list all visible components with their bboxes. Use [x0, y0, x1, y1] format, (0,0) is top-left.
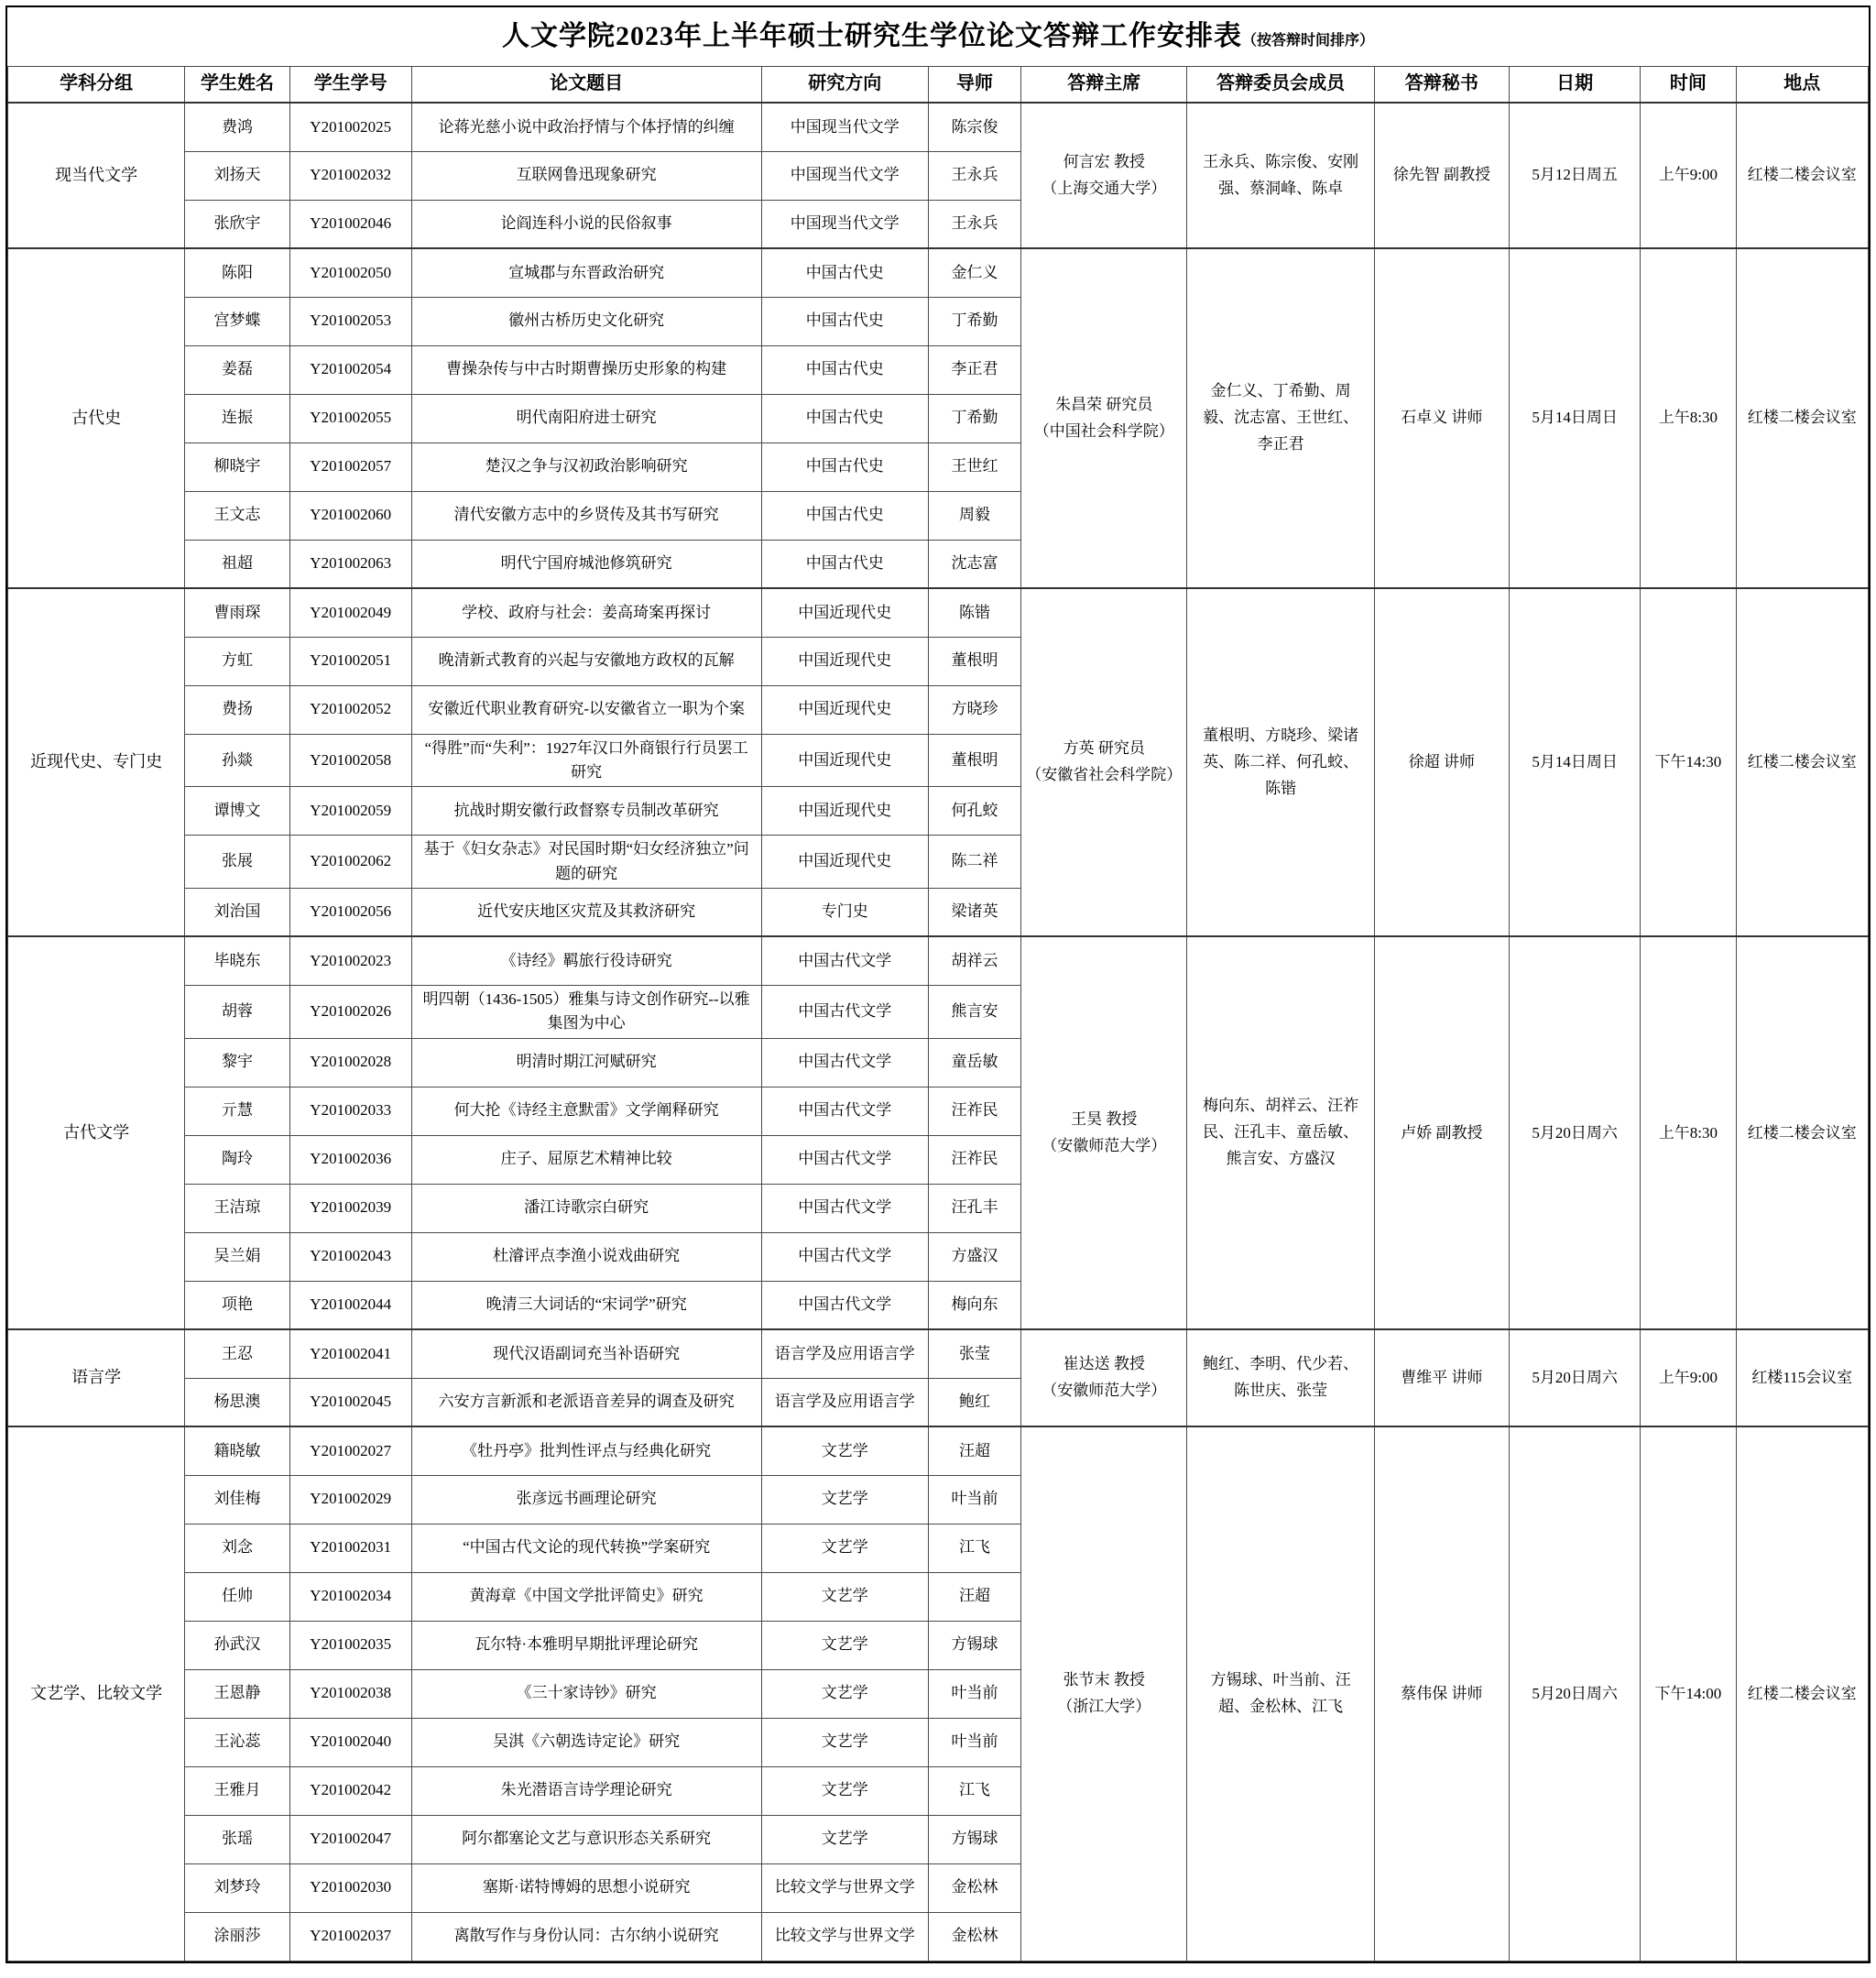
direction-cell: 中国古代文学 [761, 1281, 928, 1329]
student-id-cell: Y201002028 [289, 1038, 411, 1087]
thesis-title-cell: 明四朝（1436-1505）雅集与诗文创作研究--以雅集图为中心 [411, 985, 761, 1038]
thesis-title-cell: 潘江诗歌宗白研究 [411, 1184, 761, 1232]
student-name-cell: 亓慧 [185, 1087, 289, 1135]
student-id-cell: Y201002059 [289, 787, 411, 836]
student-id-cell: Y201002054 [289, 345, 411, 394]
thesis-title-cell: 学校、政府与社会：姜高琦案再探讨 [411, 588, 761, 637]
thesis-title-cell: 明代南阳府进士研究 [411, 394, 761, 443]
student-id-cell: Y201002049 [289, 588, 411, 637]
student-id-cell: Y201002060 [289, 491, 411, 540]
time-cell: 下午14:30 [1641, 588, 1736, 936]
thesis-title-cell: 《诗经》羁旅行役诗研究 [411, 936, 761, 985]
chair-affiliation: （安徽师范大学） [1042, 1382, 1167, 1400]
student-name-cell: 方虹 [185, 637, 289, 685]
student-name-cell: 王雅月 [185, 1766, 289, 1815]
student-name-cell: 柳晓宇 [185, 443, 289, 491]
direction-cell: 中国古代史 [761, 540, 928, 588]
chair-cell [1021, 103, 1187, 248]
direction-cell: 中国古代文学 [761, 985, 928, 1038]
advisor-cell: 王世红 [928, 443, 1020, 491]
time-cell: 上午9:00 [1641, 1329, 1736, 1426]
direction-cell: 文艺学 [761, 1621, 928, 1669]
advisor-cell: 汪祚民 [928, 1087, 1020, 1135]
thesis-title-cell: 塞斯·诺特博姆的思想小说研究 [411, 1863, 761, 1912]
student-id-cell: Y201002035 [289, 1621, 411, 1669]
chair-cell [1021, 248, 1187, 588]
student-id-cell: Y201002037 [289, 1912, 411, 1961]
thesis-title-cell: 离散写作与身份认同：古尔纳小说研究 [411, 1912, 761, 1961]
advisor-cell: 方晓珍 [928, 685, 1020, 734]
direction-cell: 文艺学 [761, 1766, 928, 1815]
col-header-time: 时间 [1641, 66, 1736, 103]
thesis-title-cell: 楚汉之争与汉初政治影响研究 [411, 443, 761, 491]
date-cell: 5月20日周六 [1510, 1329, 1641, 1426]
advisor-cell: 金松林 [928, 1912, 1020, 1961]
advisor-cell: 沈志富 [928, 540, 1020, 588]
direction-cell: 中国近现代史 [761, 836, 928, 889]
direction-cell: 中国古代史 [761, 394, 928, 443]
secretary-cell: 曹维平 讲师 [1374, 1329, 1509, 1426]
thesis-title-cell: “得胜”而“失利”：1927年汉口外商银行行员罢工研究 [411, 734, 761, 787]
direction-cell: 语言学及应用语言学 [761, 1329, 928, 1378]
thesis-title-cell: 黄海章《中国文学批评简史》研究 [411, 1572, 761, 1621]
thesis-title-cell: 张彦远书画理论研究 [411, 1475, 761, 1524]
direction-cell: 文艺学 [761, 1669, 928, 1718]
thesis-title-cell: 清代安徽方志中的乡贤传及其书写研究 [411, 491, 761, 540]
thesis-title-cell: 基于《妇女杂志》对民国时期“妇女经济独立”问题的研究 [411, 836, 761, 889]
advisor-cell: 陈锴 [928, 588, 1020, 637]
student-name-cell: 刘梦玲 [185, 1863, 289, 1912]
advisor-cell: 汪孔丰 [928, 1184, 1020, 1232]
group-cell: 古代史 [8, 248, 185, 588]
student-id-cell: Y201002033 [289, 1087, 411, 1135]
thesis-title-cell: 抗战时期安徽行政督察专员制改革研究 [411, 787, 761, 836]
student-name-cell: 杨思澳 [185, 1378, 289, 1426]
page-title: 人文学院2023年上半年硕士研究生学位论文答辩工作安排表 [501, 20, 1242, 51]
advisor-cell: 汪祚民 [928, 1135, 1020, 1184]
student-name-cell: 王洁琼 [185, 1184, 289, 1232]
thesis-title-cell: 瓦尔特·本雅明早期批评理论研究 [411, 1621, 761, 1669]
student-name-cell: 孙武汉 [185, 1621, 289, 1669]
direction-cell: 中国近现代史 [761, 637, 928, 685]
student-name-cell: 费扬 [185, 685, 289, 734]
advisor-cell: 何孔蛟 [928, 787, 1020, 836]
student-name-cell: 谭博文 [185, 787, 289, 836]
chair-cell [1021, 936, 1187, 1329]
date-cell: 5月14日周日 [1510, 588, 1641, 936]
advisor-cell: 王永兵 [928, 151, 1020, 200]
thesis-title-cell: 明清时期江河赋研究 [411, 1038, 761, 1087]
thesis-title-cell: 明代宁国府城池修筑研究 [411, 540, 761, 588]
thesis-title-cell: 何大抡《诗经主意默雷》文学阐释研究 [411, 1087, 761, 1135]
student-name-cell: 刘扬天 [185, 151, 289, 200]
direction-cell: 文艺学 [761, 1572, 928, 1621]
advisor-cell: 周毅 [928, 491, 1020, 540]
advisor-cell: 张莹 [928, 1329, 1020, 1378]
table-row [8, 1329, 1869, 1378]
advisor-cell: 方锡球 [928, 1815, 1020, 1863]
student-id-cell: Y201002047 [289, 1815, 411, 1863]
advisor-cell: 王永兵 [928, 200, 1020, 248]
col-header-chair: 答辩主席 [1021, 66, 1187, 103]
direction-cell: 文艺学 [761, 1718, 928, 1766]
title-note: （按答辩时间排序） [1241, 32, 1374, 49]
advisor-cell: 方锡球 [928, 1621, 1020, 1669]
table-row [8, 588, 1869, 637]
advisor-cell: 陈二祥 [928, 836, 1020, 889]
direction-cell: 中国现当代文学 [761, 103, 928, 151]
location-cell: 红楼二楼会议室 [1736, 588, 1869, 936]
direction-cell: 中国古代文学 [761, 1087, 928, 1135]
direction-cell: 文艺学 [761, 1475, 928, 1524]
committee-cell: 王永兵、陈宗俊、安刚强、蔡洞峰、陈卓 [1187, 103, 1374, 248]
student-id-cell: Y201002038 [289, 1669, 411, 1718]
student-id-cell: Y201002055 [289, 394, 411, 443]
committee-cell: 金仁义、丁希勤、周毅、沈志富、王世红、李正君 [1187, 248, 1374, 588]
advisor-cell: 叶当前 [928, 1669, 1020, 1718]
direction-cell: 中国近现代史 [761, 588, 928, 637]
date-cell: 5月12日周五 [1510, 103, 1641, 248]
student-id-cell: Y201002041 [289, 1329, 411, 1378]
student-id-cell: Y201002030 [289, 1863, 411, 1912]
student-name-cell: 姜磊 [185, 345, 289, 394]
group-cell: 语言学 [8, 1329, 185, 1426]
direction-cell: 中国古代史 [761, 443, 928, 491]
student-id-cell: Y201002053 [289, 297, 411, 345]
committee-cell: 董根明、方晓珍、梁诸英、陈二祥、何孔蛟、陈锴 [1187, 588, 1374, 936]
defense-schedule-table [7, 7, 1869, 1962]
student-id-cell: Y201002040 [289, 1718, 411, 1766]
direction-cell: 中国古代史 [761, 491, 928, 540]
col-header-group: 学科分组 [8, 66, 185, 103]
thesis-title-cell: 阿尔都塞论文艺与意识形态关系研究 [411, 1815, 761, 1863]
direction-cell: 中国古代史 [761, 345, 928, 394]
direction-cell: 语言学及应用语言学 [761, 1378, 928, 1426]
col-header-secretary: 答辩秘书 [1374, 66, 1509, 103]
time-cell: 下午14:00 [1641, 1426, 1736, 1961]
chair-affiliation: （浙江大学） [1057, 1697, 1151, 1715]
student-id-cell: Y201002039 [289, 1184, 411, 1232]
advisor-cell: 熊言安 [928, 985, 1020, 1038]
student-name-cell: 张展 [185, 836, 289, 889]
student-id-cell: Y201002044 [289, 1281, 411, 1329]
group-cell: 现当代文学 [8, 103, 185, 248]
chair-affiliation: （安徽省社会科学院） [1026, 766, 1183, 784]
direction-cell: 中国古代文学 [761, 1232, 928, 1281]
col-header-student-name: 学生姓名 [185, 66, 289, 103]
secretary-cell: 石卓义 讲师 [1374, 248, 1509, 588]
chair-name: 朱昌荣 研究员 [1055, 395, 1153, 413]
group-cell: 古代文学 [8, 936, 185, 1329]
advisor-cell: 陈宗俊 [928, 103, 1020, 151]
student-id-cell: Y201002043 [289, 1232, 411, 1281]
student-name-cell: 张瑶 [185, 1815, 289, 1863]
student-name-cell: 曹雨琛 [185, 588, 289, 637]
date-cell: 5月20日周六 [1510, 1426, 1641, 1961]
location-cell: 红楼二楼会议室 [1736, 936, 1869, 1329]
advisor-cell: 金仁义 [928, 248, 1020, 297]
student-name-cell: 连振 [185, 394, 289, 443]
committee-cell: 鲍红、李明、代少若、陈世庆、张莹 [1187, 1329, 1374, 1426]
student-name-cell: 王沁蕊 [185, 1718, 289, 1766]
student-name-cell: 吴兰娟 [185, 1232, 289, 1281]
thesis-title-cell: 朱光潜语言诗学理论研究 [411, 1766, 761, 1815]
time-cell: 上午9:00 [1641, 103, 1736, 248]
student-id-cell: Y201002056 [289, 888, 411, 936]
direction-cell: 中国古代史 [761, 248, 928, 297]
student-id-cell: Y201002063 [289, 540, 411, 588]
col-header-location: 地点 [1736, 66, 1869, 103]
student-id-cell: Y201002023 [289, 936, 411, 985]
advisor-cell: 叶当前 [928, 1475, 1020, 1524]
student-id-cell: Y201002045 [289, 1378, 411, 1426]
thesis-title-cell: “中国古代文论的现代转换”学案研究 [411, 1524, 761, 1572]
student-id-cell: Y201002027 [289, 1426, 411, 1475]
chair-cell [1021, 1329, 1187, 1426]
chair-name: 方英 研究员 [1063, 739, 1145, 758]
secretary-cell: 徐超 讲师 [1374, 588, 1509, 936]
student-id-cell: Y201002034 [289, 1572, 411, 1621]
student-name-cell: 陶玲 [185, 1135, 289, 1184]
student-id-cell: Y201002031 [289, 1524, 411, 1572]
advisor-cell: 童岳敏 [928, 1038, 1020, 1087]
group-cell: 文艺学、比较文学 [8, 1426, 185, 1961]
student-name-cell: 王文志 [185, 491, 289, 540]
student-name-cell: 王恩静 [185, 1669, 289, 1718]
title-cell [8, 7, 1869, 66]
table-row [8, 103, 1869, 151]
thesis-title-cell: 论阎连科小说的民俗叙事 [411, 200, 761, 248]
time-cell: 上午8:30 [1641, 248, 1736, 588]
thesis-title-cell: 近代安庆地区灾荒及其救济研究 [411, 888, 761, 936]
student-name-cell: 涂丽莎 [185, 1912, 289, 1961]
student-id-cell: Y201002052 [289, 685, 411, 734]
student-name-cell: 黎宇 [185, 1038, 289, 1087]
date-cell: 5月20日周六 [1510, 936, 1641, 1329]
location-cell: 红楼二楼会议室 [1736, 103, 1869, 248]
thesis-title-cell: 杜濬评点李渔小说戏曲研究 [411, 1232, 761, 1281]
direction-cell: 中国古代文学 [761, 1038, 928, 1087]
chair-name: 何言宏 教授 [1063, 152, 1145, 170]
secretary-cell: 蔡伟保 讲师 [1374, 1426, 1509, 1961]
advisor-cell: 梁诸英 [928, 888, 1020, 936]
thesis-title-cell: 论蒋光慈小说中政治抒情与个体抒情的纠缠 [411, 103, 761, 151]
col-header-committee: 答辩委员会成员 [1187, 66, 1374, 103]
chair-affiliation: （中国社会科学院） [1033, 421, 1174, 440]
advisor-cell: 叶当前 [928, 1718, 1020, 1766]
direction-cell: 文艺学 [761, 1524, 928, 1572]
student-name-cell: 任帅 [185, 1572, 289, 1621]
direction-cell: 中国古代文学 [761, 1135, 928, 1184]
student-id-cell: Y201002026 [289, 985, 411, 1038]
group-cell: 近现代史、专门史 [8, 588, 185, 936]
student-id-cell: Y201002032 [289, 151, 411, 200]
direction-cell: 中国近现代史 [761, 734, 928, 787]
direction-cell: 中国现当代文学 [761, 200, 928, 248]
student-id-cell: Y201002050 [289, 248, 411, 297]
student-name-cell: 王忍 [185, 1329, 289, 1378]
student-id-cell: Y201002058 [289, 734, 411, 787]
thesis-title-cell: 庄子、屈原艺术精神比较 [411, 1135, 761, 1184]
student-name-cell: 胡蓉 [185, 985, 289, 1038]
chair-cell [1021, 588, 1187, 936]
thesis-title-cell: 现代汉语副词充当补语研究 [411, 1329, 761, 1378]
location-cell: 红楼115会议室 [1736, 1329, 1869, 1426]
direction-cell: 文艺学 [761, 1426, 928, 1475]
student-name-cell: 刘治国 [185, 888, 289, 936]
advisor-cell: 李正君 [928, 345, 1020, 394]
chair-affiliation: （安徽师范大学） [1042, 1136, 1167, 1154]
date-cell: 5月14日周日 [1510, 248, 1641, 588]
direction-cell: 比较文学与世界文学 [761, 1863, 928, 1912]
chair-name: 王昊 教授 [1071, 1109, 1138, 1128]
student-id-cell: Y201002057 [289, 443, 411, 491]
advisor-cell: 金松林 [928, 1863, 1020, 1912]
advisor-cell: 方盛汉 [928, 1232, 1020, 1281]
thesis-title-cell: 晚清新式教育的兴起与安徽地方政权的瓦解 [411, 637, 761, 685]
direction-cell: 中国古代史 [761, 297, 928, 345]
advisor-cell: 胡祥云 [928, 936, 1020, 985]
thesis-title-cell: 晚清三大词话的“宋词学”研究 [411, 1281, 761, 1329]
secretary-cell: 卢娇 副教授 [1374, 936, 1509, 1329]
location-cell: 红楼二楼会议室 [1736, 1426, 1869, 1961]
chair-name: 张节末 教授 [1063, 1670, 1145, 1688]
secretary-cell: 徐先智 副教授 [1374, 103, 1509, 248]
student-id-cell: Y201002036 [289, 1135, 411, 1184]
table-row [8, 248, 1869, 297]
direction-cell: 中国古代文学 [761, 1184, 928, 1232]
thesis-title-cell: 六安方言新派和老派语音差异的调查及研究 [411, 1378, 761, 1426]
col-header-advisor: 导师 [928, 66, 1020, 103]
advisor-cell: 汪超 [928, 1426, 1020, 1475]
col-header-student-id: 学生学号 [289, 66, 411, 103]
direction-cell: 中国现当代文学 [761, 151, 928, 200]
committee-cell: 方锡球、叶当前、汪超、金松林、江飞 [1187, 1426, 1374, 1961]
student-id-cell: Y201002062 [289, 836, 411, 889]
direction-cell: 文艺学 [761, 1815, 928, 1863]
table-row [8, 936, 1869, 985]
advisor-cell: 丁希勤 [928, 297, 1020, 345]
title-row [8, 7, 1869, 66]
location-cell: 红楼二楼会议室 [1736, 248, 1869, 588]
student-name-cell: 项艳 [185, 1281, 289, 1329]
student-id-cell: Y201002025 [289, 103, 411, 151]
advisor-cell: 江飞 [928, 1766, 1020, 1815]
student-id-cell: Y201002042 [289, 1766, 411, 1815]
student-name-cell: 祖超 [185, 540, 289, 588]
col-header-date: 日期 [1510, 66, 1641, 103]
student-id-cell: Y201002029 [289, 1475, 411, 1524]
header-row [8, 66, 1869, 103]
table-row [8, 1426, 1869, 1475]
chair-affiliation: （上海交通大学） [1042, 179, 1167, 197]
advisor-cell: 董根明 [928, 637, 1020, 685]
student-name-cell: 陈阳 [185, 248, 289, 297]
advisor-cell: 江飞 [928, 1524, 1020, 1572]
thesis-title-cell: 吴淇《六朝选诗定论》研究 [411, 1718, 761, 1766]
thesis-title-cell: 徽州古桥历史文化研究 [411, 297, 761, 345]
advisor-cell: 汪超 [928, 1572, 1020, 1621]
direction-cell: 中国近现代史 [761, 787, 928, 836]
schedule-sheet [5, 5, 1871, 1963]
col-header-thesis-title: 论文题目 [411, 66, 761, 103]
direction-cell: 中国近现代史 [761, 685, 928, 734]
advisor-cell: 鲍红 [928, 1378, 1020, 1426]
student-name-cell: 刘佳梅 [185, 1475, 289, 1524]
direction-cell: 专门史 [761, 888, 928, 936]
student-name-cell: 毕晓东 [185, 936, 289, 985]
thesis-title-cell: 安徽近代职业教育研究-以安徽省立一职为个案 [411, 685, 761, 734]
student-id-cell: Y201002046 [289, 200, 411, 248]
chair-cell [1021, 1426, 1187, 1961]
student-name-cell: 张欣宇 [185, 200, 289, 248]
direction-cell: 比较文学与世界文学 [761, 1912, 928, 1961]
thesis-title-cell: 互联网鲁迅现象研究 [411, 151, 761, 200]
committee-cell: 梅向东、胡祥云、汪祚民、汪孔丰、童岳敏、熊言安、方盛汉 [1187, 936, 1374, 1329]
chair-name: 崔达送 教授 [1063, 1355, 1145, 1373]
direction-cell: 中国古代文学 [761, 936, 928, 985]
thesis-title-cell: 宣城郡与东晋政治研究 [411, 248, 761, 297]
student-name-cell: 刘念 [185, 1524, 289, 1572]
advisor-cell: 丁希勤 [928, 394, 1020, 443]
col-header-direction: 研究方向 [761, 66, 928, 103]
student-name-cell: 宫梦蝶 [185, 297, 289, 345]
advisor-cell: 梅向东 [928, 1281, 1020, 1329]
student-id-cell: Y201002051 [289, 637, 411, 685]
time-cell: 上午8:30 [1641, 936, 1736, 1329]
advisor-cell: 董根明 [928, 734, 1020, 787]
student-name-cell: 籍晓敏 [185, 1426, 289, 1475]
thesis-title-cell: 曹操杂传与中古时期曹操历史形象的构建 [411, 345, 761, 394]
thesis-title-cell: 《牡丹亭》批判性评点与经典化研究 [411, 1426, 761, 1475]
student-name-cell: 孙燚 [185, 734, 289, 787]
thesis-title-cell: 《三十家诗钞》研究 [411, 1669, 761, 1718]
student-name-cell: 费鸿 [185, 103, 289, 151]
